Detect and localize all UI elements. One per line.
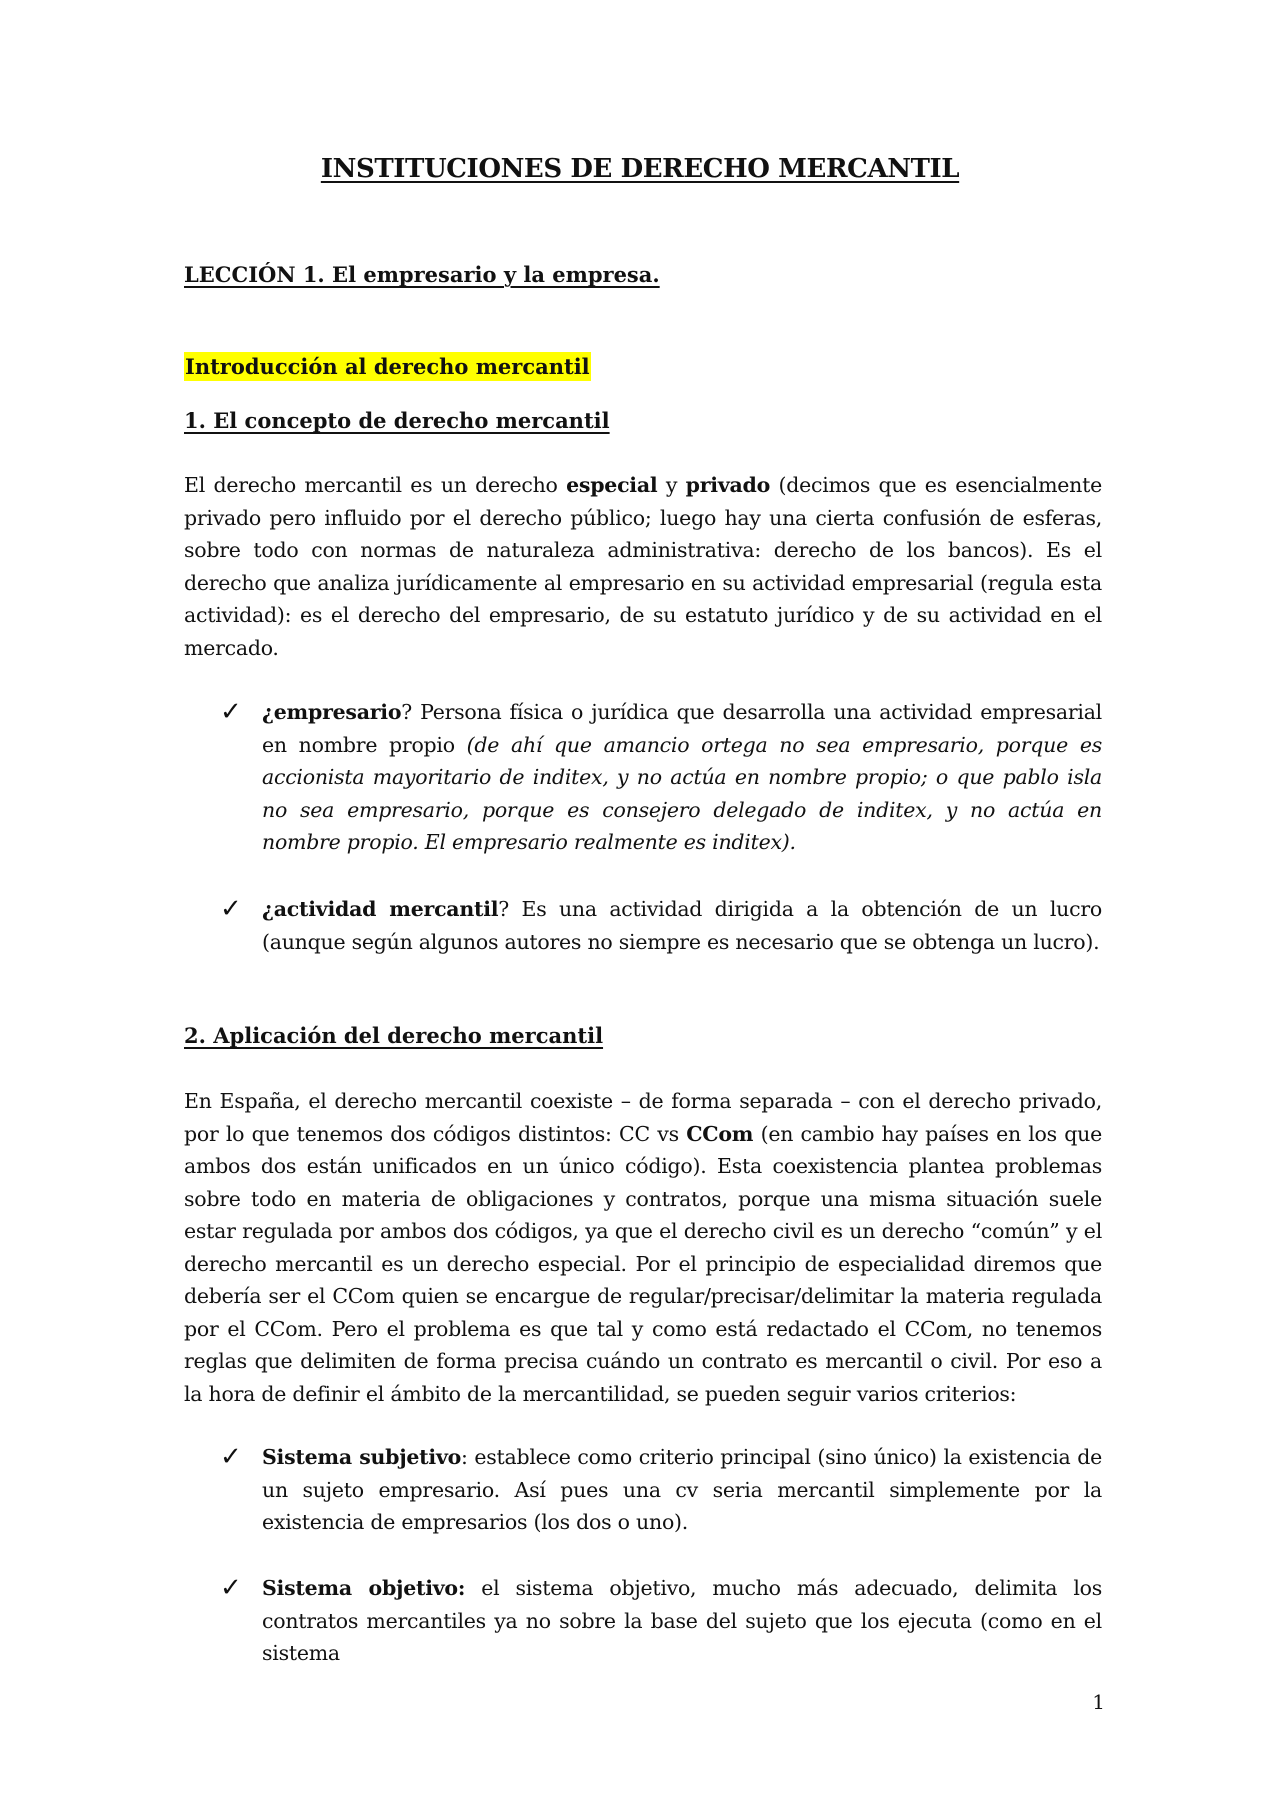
section-2-paragraph: En España, el derecho mercantil coexiste – de forma separada – con el derecho privado, por lo que tenemos dos códigos distintos: CC vs CCom (en cambio hay países en los que ambos dos están unificados en un único código). Esta coexistencia plantea problemas sobre todo en materia de obligaciones y contratos, porque una misma situación suele estar regulada por ambos dos códigos, ya que el derecho civil es un derecho “común” y el derecho mercantil es un derecho especial. Por el principio de especialidad diremos que debería ser el CCom quien se encargue de regular/precisar/delimitar la materia regulada por el CCom. Pero el problema es que tal y como está redactado el CCom, no tenemos reglas que delimiten de forma precisa cuándo un contrato es mercantil o civil. Por eso a la hora de definir el ámbito de la mercantilidad, se pueden seguir varios criterios:: [184, 1089, 1102, 1406]
checkmark-icon: ✓: [220, 1573, 242, 1603]
bullet-sistema-subjetivo-text: Sistema subjetivo: establece como criterio principal (sino único) la existencia de un sujeto empresario. Así pues una cv seria mercantil simplemente por la existencia de empresarios (los dos o uno).: [262, 1445, 1102, 1534]
lesson-title: LECCIÓN 1. El empresario y la empresa.: [184, 262, 660, 287]
page-number: 1: [1092, 1690, 1105, 1714]
section-1-heading: 1. El concepto de derecho mercantil: [184, 408, 610, 433]
checkmark-icon: ✓: [220, 894, 242, 924]
checkmark-icon: ✓: [220, 697, 242, 727]
bullet-actividad-mercantil-text: ¿actividad mercantil? Es una actividad dirigida a la obtención de un lucro (aunque según algunos autores no siempre es necesario que se obtenga un lucro).: [262, 897, 1102, 954]
section-1-paragraph: El derecho mercantil es un derecho especial y privado (decimos que es esencialmente privado pero influido por el derecho público; luego hay una cierta confusión de esferas, sobre todo con normas de naturaleza administrativa: derecho de los bancos). Es el derecho que analiza jurídicamente al empresario en su actividad empresarial (regula esta actividad): es el derecho del empresario, de su estatuto jurídico y de su actividad en el mercado.: [184, 473, 1103, 660]
document-title: INSTITUCIONES DE DERECHO MERCANTIL: [320, 154, 960, 184]
intro-section-title: Introducción al derecho mercantil: [185, 354, 590, 379]
bullet-sistema-objetivo-text: Sistema objetivo: el sistema objetivo, mucho más adecuado, delimita los contratos mercantiles ya no sobre la base del sujeto que los ejecuta (como en el sistema: [262, 1576, 1102, 1665]
checkmark-icon: ✓: [220, 1442, 242, 1472]
bullet-empresario-text: ¿empresario? Persona física o jurídica que desarrolla una actividad empresarial en nombre propio (de ahí que amancio ortega no sea empresario, porque es accionista mayoritario de inditex, y no actúa en nombre propio; o que pablo isla no sea empresario, porque es consejero delegado de inditex, y no actúa en nombre propio. El empresario realmente es inditex).: [262, 700, 1102, 854]
section-2-heading: 2. Aplicación del derecho mercantil: [184, 1023, 604, 1048]
